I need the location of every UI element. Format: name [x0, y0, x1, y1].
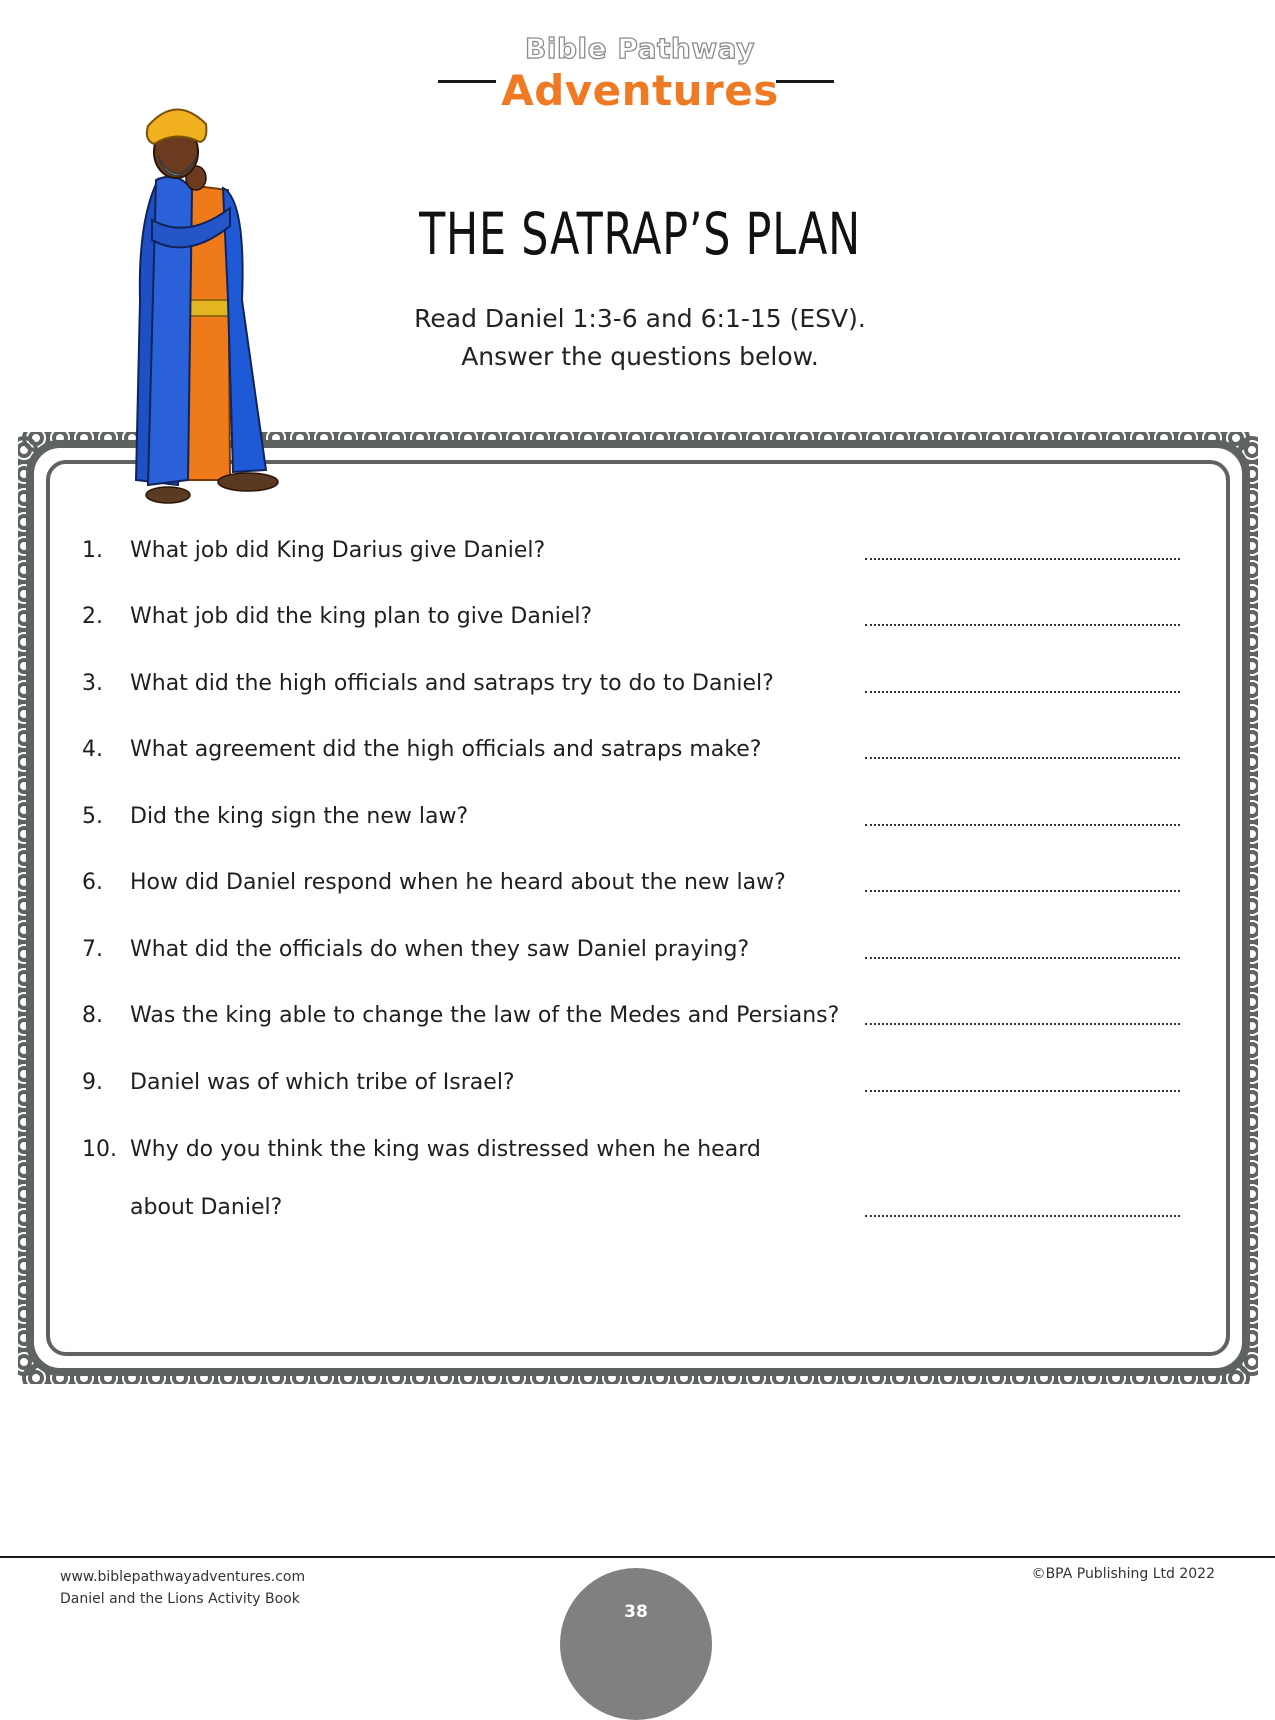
copyright: ©BPA Publishing Ltd 2022 — [1031, 1566, 1215, 1582]
footer-rule — [0, 1556, 1275, 1558]
question-text: What job did the king plan to give Daniel? — [130, 604, 593, 629]
question-text-continuation: about Daniel? — [130, 1195, 283, 1220]
scallop-ornament — [1230, 1372, 1242, 1384]
logo-line-2: Adventures — [501, 66, 779, 115]
question-number: 2. — [82, 604, 103, 629]
question-number: 3. — [82, 671, 103, 696]
answer-line[interactable] — [865, 757, 1180, 759]
question-number: 4. — [82, 737, 103, 762]
question-text: What job did King Darius give Daniel? — [130, 538, 546, 563]
page-title: THE SATRAP’S PLAN — [419, 200, 861, 268]
page-number: 38 — [624, 1602, 648, 1622]
answer-line[interactable] — [865, 1023, 1180, 1025]
answer-line[interactable] — [865, 824, 1180, 826]
question-text: Was the king able to change the law of the Medes and Persians? — [130, 1003, 840, 1028]
book-title: Daniel and the Lions Activity Book — [60, 1591, 300, 1607]
scallop-ornament — [1230, 432, 1242, 444]
question-text: Why do you think the king was distressed when he heard — [130, 1137, 761, 1162]
instructions-line-1: Read Daniel 1:3-6 and 6:1-15 (ESV). — [414, 304, 866, 333]
logo-line-1: Bible Pathway — [525, 32, 755, 65]
question-text: Daniel was of which tribe of Israel? — [130, 1070, 515, 1095]
question-number: 8. — [82, 1003, 103, 1028]
question-text: What agreement did the high officials and satraps make? — [130, 737, 762, 762]
brand-logo — [430, 32, 850, 122]
website-link[interactable]: www.biblepathwayadventures.com — [60, 1569, 306, 1585]
instructions — [340, 300, 940, 376]
question-text: What did the officials do when they saw Daniel praying? — [130, 937, 750, 962]
question-number: 7. — [82, 937, 103, 962]
question-number: 5. — [82, 804, 103, 829]
question-number: 6. — [82, 870, 103, 895]
footer-info — [60, 1566, 305, 1610]
answer-line[interactable] — [865, 957, 1180, 959]
page-number-tab — [560, 1568, 712, 1720]
answer-line[interactable] — [865, 1215, 1180, 1217]
scalloped-frame — [18, 432, 1258, 1384]
scallop-ornament — [30, 1372, 42, 1384]
answer-line[interactable] — [865, 691, 1180, 693]
instructions-line-2: Answer the questions below. — [461, 342, 819, 371]
answer-line[interactable] — [865, 890, 1180, 892]
scallop-ornament — [1246, 444, 1258, 456]
answer-line[interactable] — [865, 624, 1180, 626]
scallop-ornament — [18, 444, 30, 456]
scallop-ornament — [18, 1356, 30, 1368]
scallop-ornament — [1246, 1356, 1258, 1368]
question-number: 9. — [82, 1070, 103, 1095]
question-text: How did Daniel respond when he heard about the new law? — [130, 870, 786, 895]
satrap-illustration — [118, 100, 328, 535]
question-number: 10. — [82, 1137, 117, 1162]
answer-line[interactable] — [865, 558, 1180, 560]
answer-line[interactable] — [865, 1090, 1180, 1092]
question-text: What did the high officials and satraps try to do to Daniel? — [130, 671, 774, 696]
question-text: Did the king sign the new law? — [130, 804, 469, 829]
question-number: 1. — [82, 538, 103, 563]
